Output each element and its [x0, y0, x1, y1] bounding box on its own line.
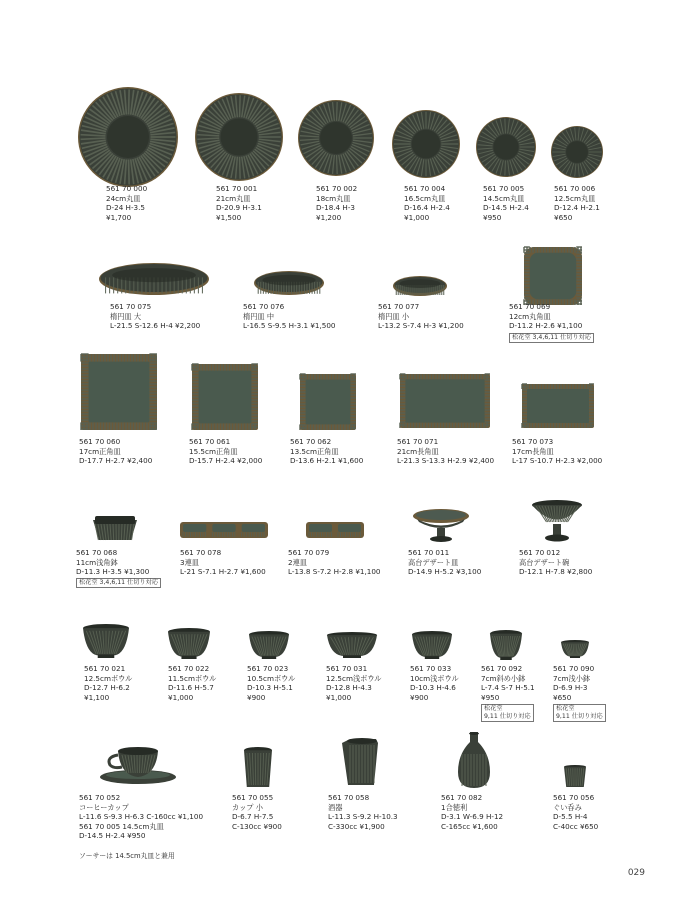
- rect-plate-17cm-image: [522, 384, 594, 428]
- product-price: ¥1,500: [216, 212, 242, 222]
- triple-plate-image: [180, 520, 268, 540]
- oval-plate-large-image: [99, 263, 209, 295]
- product-code: 561 70 071: [397, 437, 439, 446]
- product-name: 11.5cmボウル: [168, 673, 217, 683]
- product-dims-saucer: D-14.5 H-2.4 ¥950: [79, 831, 146, 841]
- product-price: ¥650: [553, 692, 572, 702]
- product-caption: [247, 664, 295, 702]
- product-price: ¥1,200: [316, 212, 342, 222]
- product-caption: [76, 548, 149, 577]
- product-dims: L-13.8 S-7.2 H-2.8 ¥1,100: [288, 567, 381, 577]
- product-code: 561 70 031: [326, 664, 368, 673]
- product-name: 17cm正角皿: [79, 446, 121, 456]
- slanted-small-bowl-image: [490, 630, 522, 660]
- partition-note-line: 松花堂: [484, 705, 503, 712]
- square-round-plate-image: [524, 247, 582, 305]
- tokkuri-image: [456, 732, 492, 788]
- footed-dessert-bowl-image: [532, 500, 582, 542]
- double-plate-image: [306, 520, 364, 540]
- product-dims: D-11.3 H-3.5 ¥1,300: [76, 567, 150, 577]
- product-price: ¥900: [410, 692, 429, 702]
- product-code: 561 70 078: [180, 548, 222, 557]
- product-name: 16.5cm丸皿: [404, 193, 446, 203]
- product-price: ¥950: [483, 212, 502, 222]
- product-name: 21cm丸皿: [216, 193, 251, 203]
- product-name: 楕円皿 大: [110, 311, 142, 321]
- product-caption: [441, 793, 503, 831]
- product-dims: L-7.4 S-7 H-5.1: [481, 683, 535, 693]
- bowl-10-5cm-image: [249, 631, 289, 659]
- product-caption: [168, 664, 216, 702]
- product-code: 561 70 061: [189, 437, 231, 446]
- product-name: 12.5cm浅ボウル: [326, 673, 382, 683]
- product-dims: D-20.9 H-3.1: [216, 203, 262, 213]
- product-price: C-130cc ¥900: [232, 821, 282, 831]
- product-dims: L-13.2 S-7.4 H-3 ¥1,200: [378, 321, 464, 331]
- product-price: ¥1,700: [106, 212, 132, 222]
- product-name: 18cm丸皿: [316, 193, 351, 203]
- product-code: 561 70 082: [441, 793, 483, 802]
- product-code: 561 70 056: [553, 793, 595, 802]
- product-name: 7cm斜め小鉢: [481, 673, 526, 683]
- product-name: 3連皿: [180, 557, 199, 567]
- product-dims: L-21.5 S-12.6 H-4 ¥2,200: [110, 321, 201, 331]
- product-name: 楕円皿 小: [378, 311, 410, 321]
- product-dims: L-11.3 S-9.2 H-10.3: [328, 812, 398, 822]
- product-price: ¥950: [481, 692, 500, 702]
- product-code: 561 70 000: [106, 184, 148, 193]
- product-dims: D-24 H-3.5: [106, 203, 145, 213]
- product-dims: L-21 S-7.1 H-2.7 ¥1,600: [180, 567, 266, 577]
- product-caption: [243, 302, 336, 331]
- product-caption: [84, 664, 132, 702]
- partition-note: [481, 704, 534, 722]
- product-dims: D-12.8 H-4.3: [326, 683, 372, 693]
- partition-note-line: 松花堂: [556, 705, 575, 712]
- sake-pitcher-image: [340, 737, 380, 787]
- product-name: 10.5cmボウル: [247, 673, 296, 683]
- product-name: 1合徳利: [441, 802, 468, 812]
- product-dims: D-6.9 H-3: [553, 683, 588, 693]
- product-name: 高台デザート皿: [408, 557, 459, 567]
- product-code: 561 70 021: [84, 664, 126, 673]
- footed-dessert-plate-image: [413, 508, 469, 544]
- product-caption: [326, 664, 382, 702]
- product-code: 561 70 060: [79, 437, 121, 446]
- product-code-saucer: 561 70 005 14.5cm丸皿: [79, 821, 164, 831]
- product-name: カップ 小: [232, 802, 263, 812]
- product-caption: [397, 437, 494, 466]
- product-code: 561 70 005: [483, 184, 525, 193]
- product-dims: D-11.6 H-5.7: [168, 683, 214, 693]
- product-dims: D-18.4 H-3: [316, 203, 355, 213]
- rect-plate-21cm-image: [400, 374, 490, 428]
- bowl-11-5cm-image: [168, 628, 210, 659]
- product-dims: D-12.1 H-7.8 ¥2,800: [519, 567, 593, 577]
- product-caption: [410, 664, 459, 702]
- product-code: 561 70 012: [519, 548, 561, 557]
- product-dims: D-12.4 H-2.1: [554, 203, 600, 213]
- product-dims: L-21.3 S-13.3 H-2.9 ¥2,400: [397, 456, 495, 466]
- product-name: 12.5cm丸皿: [554, 193, 596, 203]
- product-code: 561 70 052: [79, 793, 121, 802]
- product-caption: [554, 184, 600, 222]
- product-name: 2連皿: [288, 557, 307, 567]
- product-dims: D-10.3 H-4.6: [410, 683, 456, 693]
- product-caption: [189, 437, 262, 466]
- product-name: 楕円皿 中: [243, 311, 275, 321]
- product-caption: [180, 548, 266, 577]
- product-dims: D-17.7 H-2.7 ¥2,400: [79, 456, 153, 466]
- product-code: 561 70 001: [216, 184, 258, 193]
- product-code: 561 70 092: [481, 664, 523, 673]
- product-code: 561 70 011: [408, 548, 450, 557]
- product-code: 561 70 023: [247, 664, 289, 673]
- page-number: 029: [627, 868, 645, 878]
- product-code: 561 70 006: [554, 184, 596, 193]
- product-caption: [378, 302, 464, 331]
- product-code: 561 70 055: [232, 793, 274, 802]
- product-caption: [288, 548, 381, 577]
- product-name: 酒器: [328, 802, 343, 812]
- plate-24cm-image: [78, 87, 178, 187]
- product-dims: D-6.7 H-7.5: [232, 812, 274, 822]
- product-price: C-330cc ¥1,900: [328, 821, 385, 831]
- product-name: コーヒーカップ: [79, 802, 129, 812]
- plate-16-5cm-image: [392, 110, 460, 178]
- product-price: ¥1,000: [168, 692, 194, 702]
- product-caption: [483, 184, 529, 222]
- product-code: 561 70 075: [110, 302, 152, 311]
- product-code: 561 70 022: [168, 664, 210, 673]
- product-caption: [106, 184, 147, 222]
- coffee-cup-saucer-image: [98, 745, 178, 785]
- product-name: 7cm浅小鉢: [553, 673, 591, 683]
- product-code: 561 70 076: [243, 302, 285, 311]
- product-dims: L-11.6 S-9.3 H-6.3 C-160cc ¥1,100: [79, 812, 204, 822]
- saucer-footnote: ソーサーは 14.5cm丸皿と兼用: [79, 852, 175, 860]
- product-caption: [290, 437, 363, 466]
- product-name: 高台デザート碗: [519, 557, 570, 567]
- product-price: C-165cc ¥1,600: [441, 821, 498, 831]
- product-code: 561 70 090: [553, 664, 595, 673]
- product-caption: [79, 437, 152, 466]
- product-name: 15.5cm正角皿: [189, 446, 238, 456]
- product-price: ¥1,000: [404, 212, 430, 222]
- shallow-bowl-10cm-image: [412, 631, 452, 659]
- square-plate-13-5cm-image: [300, 374, 356, 430]
- product-name: 24cm丸皿: [106, 193, 141, 203]
- product-code: 561 70 002: [316, 184, 358, 193]
- partition-note-line: 9,11 仕切り対応: [556, 713, 603, 720]
- product-caption: [553, 664, 594, 702]
- product-code: 561 70 073: [512, 437, 554, 446]
- bowl-12-5cm-image: [83, 624, 129, 658]
- product-code: 561 70 077: [378, 302, 420, 311]
- product-code: 561 70 069: [509, 302, 551, 311]
- product-caption: [404, 184, 450, 222]
- plate-14-5cm-image: [476, 117, 536, 177]
- product-caption: [79, 793, 203, 841]
- product-caption: [328, 793, 398, 831]
- partition-note: 松花堂 3,4,6,11 仕切り対応: [76, 578, 161, 588]
- product-dims: D-16.4 H-2.4: [404, 203, 450, 213]
- product-dims: D-5.5 H-4: [553, 812, 588, 822]
- plate-12-5cm-image: [551, 126, 603, 178]
- product-name: 10cm浅ボウル: [410, 673, 459, 683]
- shallow-small-bowl-image: [561, 640, 589, 658]
- product-caption: [553, 793, 598, 831]
- product-caption: [519, 548, 592, 577]
- product-caption: [232, 793, 282, 831]
- product-dims: D-12.7 H-6.2: [84, 683, 130, 693]
- product-name: 12.5cmボウル: [84, 673, 133, 683]
- product-caption: [110, 302, 200, 331]
- product-price: C-40cc ¥650: [553, 821, 599, 831]
- partition-note-line: 9,11 仕切り対応: [484, 713, 531, 720]
- partition-note: [553, 704, 606, 722]
- oval-plate-medium-image: [254, 271, 324, 295]
- product-caption: [408, 548, 481, 577]
- product-price: ¥1,000: [326, 692, 352, 702]
- product-dims: D-3.1 W-6.9 H-12: [441, 812, 504, 822]
- product-caption: [509, 302, 582, 331]
- product-price: ¥900: [247, 692, 266, 702]
- product-dims: D-14.9 H-5.2 ¥3,100: [408, 567, 482, 577]
- product-code: 561 70 079: [288, 548, 330, 557]
- product-caption: [316, 184, 357, 222]
- product-name: 14.5cm丸皿: [483, 193, 525, 203]
- product-name: 21cm長角皿: [397, 446, 439, 456]
- product-price: ¥650: [554, 212, 573, 222]
- product-dims: D-11.2 H-2.6 ¥1,100: [509, 321, 583, 331]
- oval-plate-small-image: [393, 276, 447, 296]
- product-dims: D-15.7 H-2.4 ¥2,000: [189, 456, 263, 466]
- product-name: 13.5cm正角皿: [290, 446, 339, 456]
- product-dims: D-14.5 H-2.4: [483, 203, 529, 213]
- product-name: 11cm浅角鉢: [76, 557, 118, 567]
- product-dims: D-10.3 H-5.1: [247, 683, 293, 693]
- product-code: 561 70 062: [290, 437, 332, 446]
- square-bowl-11cm-image: [91, 514, 139, 542]
- square-plate-17cm-image: [81, 354, 157, 430]
- partition-note: 松花堂 3,4,6,11 仕切り対応: [509, 333, 594, 343]
- product-code: 561 70 068: [76, 548, 118, 557]
- product-price: ¥1,100: [84, 692, 110, 702]
- plate-21cm-image: [195, 93, 283, 181]
- product-caption: [481, 664, 535, 702]
- product-code: 561 70 033: [410, 664, 452, 673]
- product-name: ぐい呑み: [553, 802, 582, 812]
- product-dims: L-16.5 S-9.5 H-3.1 ¥1,500: [243, 321, 336, 331]
- product-name: 17cm長角皿: [512, 446, 554, 456]
- product-code: 561 70 004: [404, 184, 446, 193]
- product-dims: D-13.6 H-2.1 ¥1,600: [290, 456, 364, 466]
- square-plate-15-5cm-image: [192, 364, 258, 430]
- small-cup-image: [244, 747, 272, 787]
- shallow-bowl-12-5cm-image: [327, 632, 377, 658]
- product-dims: L-17 S-10.7 H-2.3 ¥2,000: [512, 456, 603, 466]
- product-caption: [216, 184, 262, 222]
- product-code: 561 70 058: [328, 793, 370, 802]
- product-name: 12cm丸角皿: [509, 311, 551, 321]
- guinomi-image: [564, 765, 586, 787]
- product-caption: [512, 437, 602, 466]
- plate-18cm-image: [298, 100, 374, 176]
